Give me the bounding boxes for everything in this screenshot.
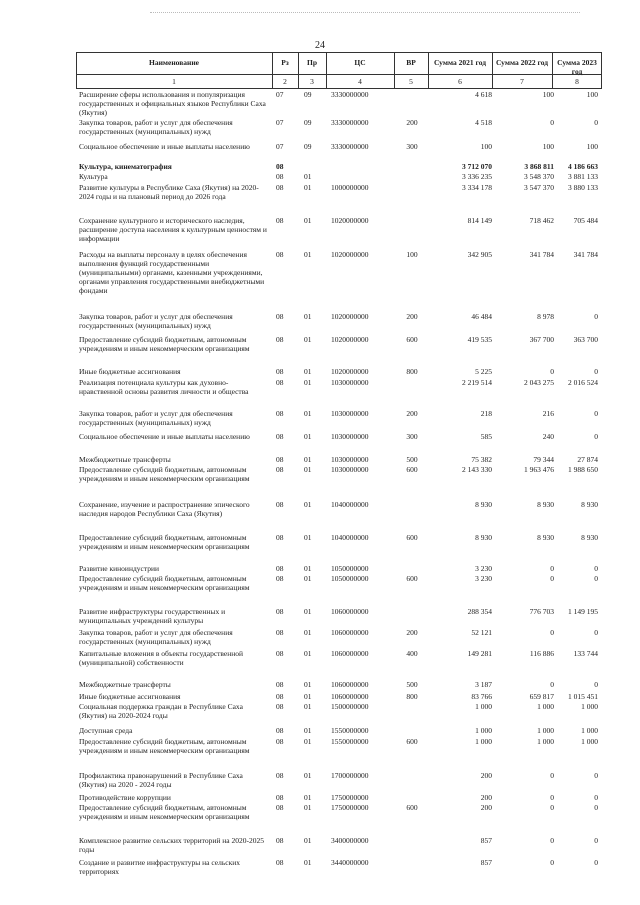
row-rz: 08	[276, 680, 284, 689]
row-pr: 01	[304, 378, 312, 387]
row-cs: 1050000000	[331, 564, 369, 573]
header-sum-2021: Сумма 2021 год	[433, 58, 487, 67]
row-sum-2023: 100	[586, 90, 598, 99]
row-pr: 01	[304, 628, 312, 637]
row-pr: 01	[304, 312, 312, 321]
row-sum-2023: 341 784	[573, 250, 598, 259]
row-rz: 08	[276, 793, 284, 802]
row-rz: 07	[276, 90, 284, 99]
row-sum-2023: 0	[594, 836, 598, 845]
row-cs: 3400000000	[331, 836, 369, 845]
header-sum-2022: Сумма 2022 год	[495, 58, 549, 67]
row-sum-2023: 363 700	[573, 335, 598, 344]
row-sum-2022: 0	[550, 574, 554, 583]
row-cs: 1020000000	[331, 250, 369, 259]
row-sum-2021: 8 930	[475, 533, 492, 542]
row-vr: 600	[406, 533, 418, 542]
row-cs: 1060000000	[331, 692, 369, 701]
table-top-border	[76, 52, 602, 53]
row-name: Закупка товаров, работ и услуг для обеспечения государственных (муниципальных) нужд	[79, 312, 233, 330]
row-pr: 01	[304, 836, 312, 845]
row-cs: 1020000000	[331, 216, 369, 225]
row-pr: 01	[304, 409, 312, 418]
row-rz: 08	[276, 216, 284, 225]
row-sum-2021: 46 484	[471, 312, 492, 321]
row-sum-2021: 814 149	[467, 216, 492, 225]
col-number: 4	[358, 77, 362, 86]
row-cs: 1060000000	[331, 649, 369, 658]
row-pr: 01	[304, 172, 312, 181]
row-rz: 08	[276, 649, 284, 658]
row-sum-2023: 3 881 133	[568, 172, 598, 181]
row-rz: 08	[276, 250, 284, 259]
row-name: Сохранение, изучение и распространение эпического наследия народов Республики Саха (Якутия)	[79, 500, 250, 518]
row-rz: 08	[276, 564, 284, 573]
row-sum-2021: 3 187	[475, 680, 492, 689]
row-pr: 01	[304, 726, 312, 735]
row-sum-2021: 200	[480, 771, 492, 780]
row-pr: 01	[304, 737, 312, 746]
row-name: Расширение сферы использования и популяризация государственных и официальных языков Республики Саха (Якутия)	[79, 90, 266, 117]
row-sum-2021: 1 000	[475, 726, 492, 735]
row-sum-2021: 2 219 514	[462, 378, 492, 387]
row-sum-2021: 857	[480, 836, 492, 845]
row-name: Реализация потенциала культуры как духовно-нравственной основы развития личности и общества	[79, 378, 249, 396]
row-cs: 1020000000	[331, 312, 369, 321]
row-sum-2021: 75 382	[471, 455, 492, 464]
row-sum-2023: 8 930	[581, 500, 598, 509]
row-name: Предоставление субсидий бюджетным, автономным учреждениям и иным некоммерческим организациям	[79, 335, 250, 353]
row-cs: 1020000000	[331, 335, 369, 344]
row-sum-2021: 288 354	[467, 607, 492, 616]
header-name: Наименование	[149, 58, 199, 67]
row-sum-2021: 149 281	[467, 649, 492, 658]
row-pr: 01	[304, 183, 312, 192]
row-pr: 01	[304, 465, 312, 474]
row-rz: 08	[276, 172, 284, 181]
row-sum-2022: 3 548 370	[524, 172, 554, 181]
row-name: Предоставление субсидий бюджетным, автономным учреждениям и иным некоммерческим организациям	[79, 737, 250, 755]
row-sum-2022: 116 886	[529, 649, 554, 658]
row-sum-2023: 0	[594, 574, 598, 583]
row-cs: 1020000000	[331, 367, 369, 376]
row-cs: 3330000000	[331, 118, 369, 127]
row-sum-2021: 419 535	[467, 335, 492, 344]
row-vr: 600	[406, 574, 418, 583]
row-name: Доступная среда	[79, 726, 133, 735]
row-cs: 1040000000	[331, 500, 369, 509]
row-rz: 07	[276, 142, 284, 151]
row-name: Закупка товаров, работ и услуг для обеспечения государственных (муниципальных) нужд	[79, 409, 233, 427]
row-sum-2023: 3 880 133	[568, 183, 598, 192]
row-sum-2023: 1 149 195	[568, 607, 598, 616]
row-sum-2023: 1 000	[581, 702, 598, 711]
row-sum-2023: 0	[594, 564, 598, 573]
row-name: Создание и развитие инфраструктуры на сельских территориях	[79, 858, 241, 876]
row-rz: 08	[276, 500, 284, 509]
row-sum-2023: 8 930	[581, 533, 598, 542]
row-rz: 08	[276, 803, 284, 812]
row-sum-2023: 1 000	[581, 737, 598, 746]
row-pr: 01	[304, 803, 312, 812]
row-cs: 3330000000	[331, 90, 369, 99]
row-sum-2023: 1 015 451	[568, 692, 598, 701]
row-sum-2022: 0	[550, 858, 554, 867]
row-rz: 08	[276, 162, 284, 171]
row-pr: 01	[304, 432, 312, 441]
row-sum-2022: 100	[542, 142, 554, 151]
row-sum-2022: 0	[550, 803, 554, 812]
row-cs: 1500000000	[331, 702, 369, 711]
row-sum-2021: 1 000	[475, 737, 492, 746]
col-number: 2	[283, 77, 287, 86]
row-sum-2022: 216	[542, 409, 554, 418]
row-sum-2021: 3 334 178	[462, 183, 492, 192]
row-sum-2023: 705 484	[573, 216, 598, 225]
row-sum-2023: 0	[594, 680, 598, 689]
budget-table	[76, 52, 602, 897]
row-vr: 200	[406, 118, 418, 127]
row-sum-2021: 200	[480, 793, 492, 802]
row-pr: 09	[304, 142, 312, 151]
row-name: Развитие киноиндустрии	[79, 564, 160, 573]
row-sum-2021: 8 930	[475, 500, 492, 509]
row-sum-2022: 1 000	[537, 737, 554, 746]
row-sum-2023: 0	[594, 628, 598, 637]
row-sum-2021: 342 905	[467, 250, 492, 259]
row-sum-2022: 0	[550, 367, 554, 376]
row-name: Социальное обеспечение и иные выплаты населению	[79, 432, 250, 441]
row-sum-2022: 341 784	[529, 250, 554, 259]
row-rz: 08	[276, 432, 284, 441]
row-cs: 1050000000	[331, 574, 369, 583]
row-sum-2023: 0	[594, 771, 598, 780]
row-rz: 07	[276, 118, 284, 127]
row-sum-2022: 0	[550, 564, 554, 573]
row-vr: 600	[406, 465, 418, 474]
header-pr: Пр	[306, 58, 317, 67]
row-sum-2023: 0	[594, 409, 598, 418]
row-sum-2022: 8 978	[537, 312, 554, 321]
row-vr: 200	[406, 409, 418, 418]
row-name: Закупка товаров, работ и услуг для обеспечения государственных (муниципальных) нужд	[79, 628, 233, 646]
col-number: 6	[458, 77, 462, 86]
row-vr: 800	[406, 692, 418, 701]
row-sum-2022: 367 700	[529, 335, 554, 344]
row-name: Социальная поддержка граждан в Республике Саха (Якутия) на 2020-2024 годы	[79, 702, 243, 720]
row-vr: 600	[406, 335, 418, 344]
row-name: Культура	[79, 172, 108, 181]
row-name: Предоставление субсидий бюджетным, автономным учреждениям и иным некоммерческим организациям	[79, 574, 250, 592]
row-name: Социальное обеспечение и иные выплаты населению	[79, 142, 250, 151]
row-vr: 400	[406, 649, 418, 658]
row-name: Предоставление субсидий бюджетным, автономным учреждениям и иным некоммерческим организациям	[79, 465, 250, 483]
row-cs: 1030000000	[331, 465, 369, 474]
row-pr: 01	[304, 702, 312, 711]
row-vr: 300	[406, 432, 418, 441]
row-sum-2023: 0	[594, 367, 598, 376]
row-pr: 01	[304, 793, 312, 802]
row-name: Иные бюджетные ассигнования	[79, 692, 181, 701]
col-number: 7	[520, 77, 524, 86]
row-pr: 01	[304, 649, 312, 658]
row-cs: 3440000000	[331, 858, 369, 867]
row-sum-2023: 0	[594, 312, 598, 321]
col-number-divider	[76, 88, 602, 89]
row-rz: 08	[276, 312, 284, 321]
row-sum-2022: 3 868 811	[524, 162, 554, 171]
col-number: 8	[575, 77, 579, 86]
row-rz: 08	[276, 533, 284, 542]
row-rz: 08	[276, 726, 284, 735]
row-pr: 01	[304, 250, 312, 259]
row-sum-2021: 1 000	[475, 702, 492, 711]
row-pr: 01	[304, 771, 312, 780]
row-rz: 08	[276, 607, 284, 616]
row-rz: 08	[276, 574, 284, 583]
row-sum-2022: 1 000	[537, 702, 554, 711]
row-name: Иные бюджетные ассигнования	[79, 367, 181, 376]
row-pr: 01	[304, 533, 312, 542]
row-vr: 200	[406, 312, 418, 321]
row-sum-2022: 0	[550, 793, 554, 802]
row-rz: 08	[276, 702, 284, 711]
row-sum-2022: 776 703	[529, 607, 554, 616]
row-sum-2023: 0	[594, 432, 598, 441]
row-rz: 08	[276, 378, 284, 387]
row-vr: 600	[406, 803, 418, 812]
row-sum-2022: 1 000	[537, 726, 554, 735]
row-sum-2023: 27 874	[577, 455, 598, 464]
row-cs: 1030000000	[331, 432, 369, 441]
row-sum-2022: 100	[542, 90, 554, 99]
row-cs: 1750000000	[331, 793, 369, 802]
row-sum-2023: 1 000	[581, 726, 598, 735]
row-sum-2022: 8 930	[537, 500, 554, 509]
scan-artifact-line	[150, 12, 580, 15]
row-rz: 08	[276, 858, 284, 867]
row-sum-2023: 100	[586, 142, 598, 151]
row-name: Закупка товаров, работ и услуг для обеспечения государственных (муниципальных) нужд	[79, 118, 233, 136]
row-sum-2023: 0	[594, 793, 598, 802]
row-name: Предоставление субсидий бюджетным, автономным учреждениям и иным некоммерческим организациям	[79, 533, 250, 551]
row-sum-2021: 218	[480, 409, 492, 418]
row-name: Межбюджетные трансферты	[79, 455, 171, 464]
row-pr: 01	[304, 607, 312, 616]
row-rz: 08	[276, 692, 284, 701]
row-name: Профилактика правонарушений в Республике Саха (Якутия) на 2020 - 2024 годы	[79, 771, 243, 789]
row-vr: 200	[406, 628, 418, 637]
row-cs: 1000000000	[331, 183, 369, 192]
row-name: Комплексное развитие сельских территорий на 2020-2025 годы	[79, 836, 264, 854]
col-number: 3	[310, 77, 314, 86]
row-cs: 1030000000	[331, 455, 369, 464]
row-sum-2023: 4 186 663	[568, 162, 598, 171]
row-rz: 08	[276, 335, 284, 344]
row-name: Противодействие коррупции	[79, 793, 171, 802]
row-rz: 08	[276, 409, 284, 418]
row-rz: 08	[276, 836, 284, 845]
row-vr: 500	[406, 680, 418, 689]
row-sum-2022: 1 963 476	[524, 465, 554, 474]
row-sum-2021: 857	[480, 858, 492, 867]
row-name: Развитие культуры в Республике Саха (Якутия) на 2020-2024 годы и на плановый период до 2026 года	[79, 183, 259, 201]
row-sum-2022: 718 462	[529, 216, 554, 225]
col-number: 5	[409, 77, 413, 86]
row-name: Расходы на выплаты персоналу в целях обеспечения выполнения функций государственными (муниципальными) органами, казенными учреждениями, органами управления государственными внебюджетными фондами	[79, 250, 265, 295]
row-rz: 08	[276, 465, 284, 474]
row-sum-2022: 0	[550, 118, 554, 127]
row-sum-2022: 0	[550, 680, 554, 689]
row-cs: 1060000000	[331, 680, 369, 689]
header-rz: Рз	[281, 58, 289, 67]
row-sum-2022: 240	[542, 432, 554, 441]
row-pr: 01	[304, 680, 312, 689]
row-vr: 600	[406, 737, 418, 746]
row-cs: 3330000000	[331, 142, 369, 151]
row-pr: 01	[304, 335, 312, 344]
row-pr: 09	[304, 118, 312, 127]
row-sum-2022: 0	[550, 771, 554, 780]
row-name: Капитальные вложения в объекты государственной (муниципальной) собственности	[79, 649, 244, 667]
row-cs: 1030000000	[331, 409, 369, 418]
row-name: Межбюджетные трансферты	[79, 680, 171, 689]
row-sum-2021: 2 143 330	[462, 465, 492, 474]
row-pr: 09	[304, 90, 312, 99]
row-vr: 300	[406, 142, 418, 151]
row-cs: 1550000000	[331, 726, 369, 735]
row-sum-2023: 0	[594, 118, 598, 127]
row-sum-2022: 2 043 275	[524, 378, 554, 387]
row-cs: 1700000000	[331, 771, 369, 780]
row-vr: 800	[406, 367, 418, 376]
row-sum-2021: 3 712 070	[462, 162, 492, 171]
row-sum-2023: 133 744	[573, 649, 598, 658]
row-rz: 08	[276, 183, 284, 192]
row-sum-2023: 1 988 650	[568, 465, 598, 474]
row-rz: 08	[276, 455, 284, 464]
row-pr: 01	[304, 692, 312, 701]
row-sum-2021: 200	[480, 803, 492, 812]
row-sum-2021: 5 225	[475, 367, 492, 376]
row-name: Культура, кинематография	[79, 162, 172, 171]
row-pr: 01	[304, 858, 312, 867]
row-sum-2021: 83 766	[471, 692, 492, 701]
row-sum-2023: 0	[594, 803, 598, 812]
row-cs: 1060000000	[331, 628, 369, 637]
header-sum-2023: Сумма 2023 год	[557, 58, 597, 76]
row-sum-2021: 3 230	[475, 574, 492, 583]
row-cs: 1060000000	[331, 607, 369, 616]
row-name: Развитие инфраструктуры государственных и муниципальных учреждений культуры	[79, 607, 226, 625]
row-vr: 500	[406, 455, 418, 464]
row-pr: 01	[304, 574, 312, 583]
row-rz: 08	[276, 628, 284, 637]
page-number: 24	[315, 40, 325, 51]
header-divider	[76, 74, 602, 75]
row-sum-2022: 79 344	[533, 455, 554, 464]
row-pr: 01	[304, 216, 312, 225]
row-pr: 01	[304, 367, 312, 376]
row-vr: 100	[406, 250, 418, 259]
row-sum-2023: 2 016 524	[568, 378, 598, 387]
row-name: Предоставление субсидий бюджетным, автономным учреждениям и иным некоммерческим организациям	[79, 803, 250, 821]
row-sum-2023: 0	[594, 858, 598, 867]
row-sum-2022: 8 930	[537, 533, 554, 542]
row-sum-2021: 3 230	[475, 564, 492, 573]
row-rz: 08	[276, 737, 284, 746]
header-vr: ВР	[406, 58, 416, 67]
row-cs: 1030000000	[331, 378, 369, 387]
row-pr: 01	[304, 564, 312, 573]
row-pr: 01	[304, 455, 312, 464]
row-sum-2022: 0	[550, 628, 554, 637]
row-sum-2022: 3 547 370	[524, 183, 554, 192]
col-number: 1	[172, 77, 176, 86]
row-sum-2021: 4 518	[475, 118, 492, 127]
row-cs: 1550000000	[331, 737, 369, 746]
row-sum-2022: 659 817	[529, 692, 554, 701]
row-sum-2021: 52 121	[471, 628, 492, 637]
header-cs: ЦС	[354, 58, 366, 67]
row-name: Сохранение культурного и исторического наследия, расширение доступа населения к культурным ценностям и информации	[79, 216, 267, 243]
row-sum-2021: 100	[480, 142, 492, 151]
row-cs: 1750000000	[331, 803, 369, 812]
row-sum-2021: 585	[480, 432, 492, 441]
row-sum-2021: 4 618	[475, 90, 492, 99]
row-sum-2021: 3 336 235	[462, 172, 492, 181]
row-sum-2022: 0	[550, 836, 554, 845]
row-pr: 01	[304, 500, 312, 509]
row-rz: 08	[276, 771, 284, 780]
row-cs: 1040000000	[331, 533, 369, 542]
row-rz: 08	[276, 367, 284, 376]
